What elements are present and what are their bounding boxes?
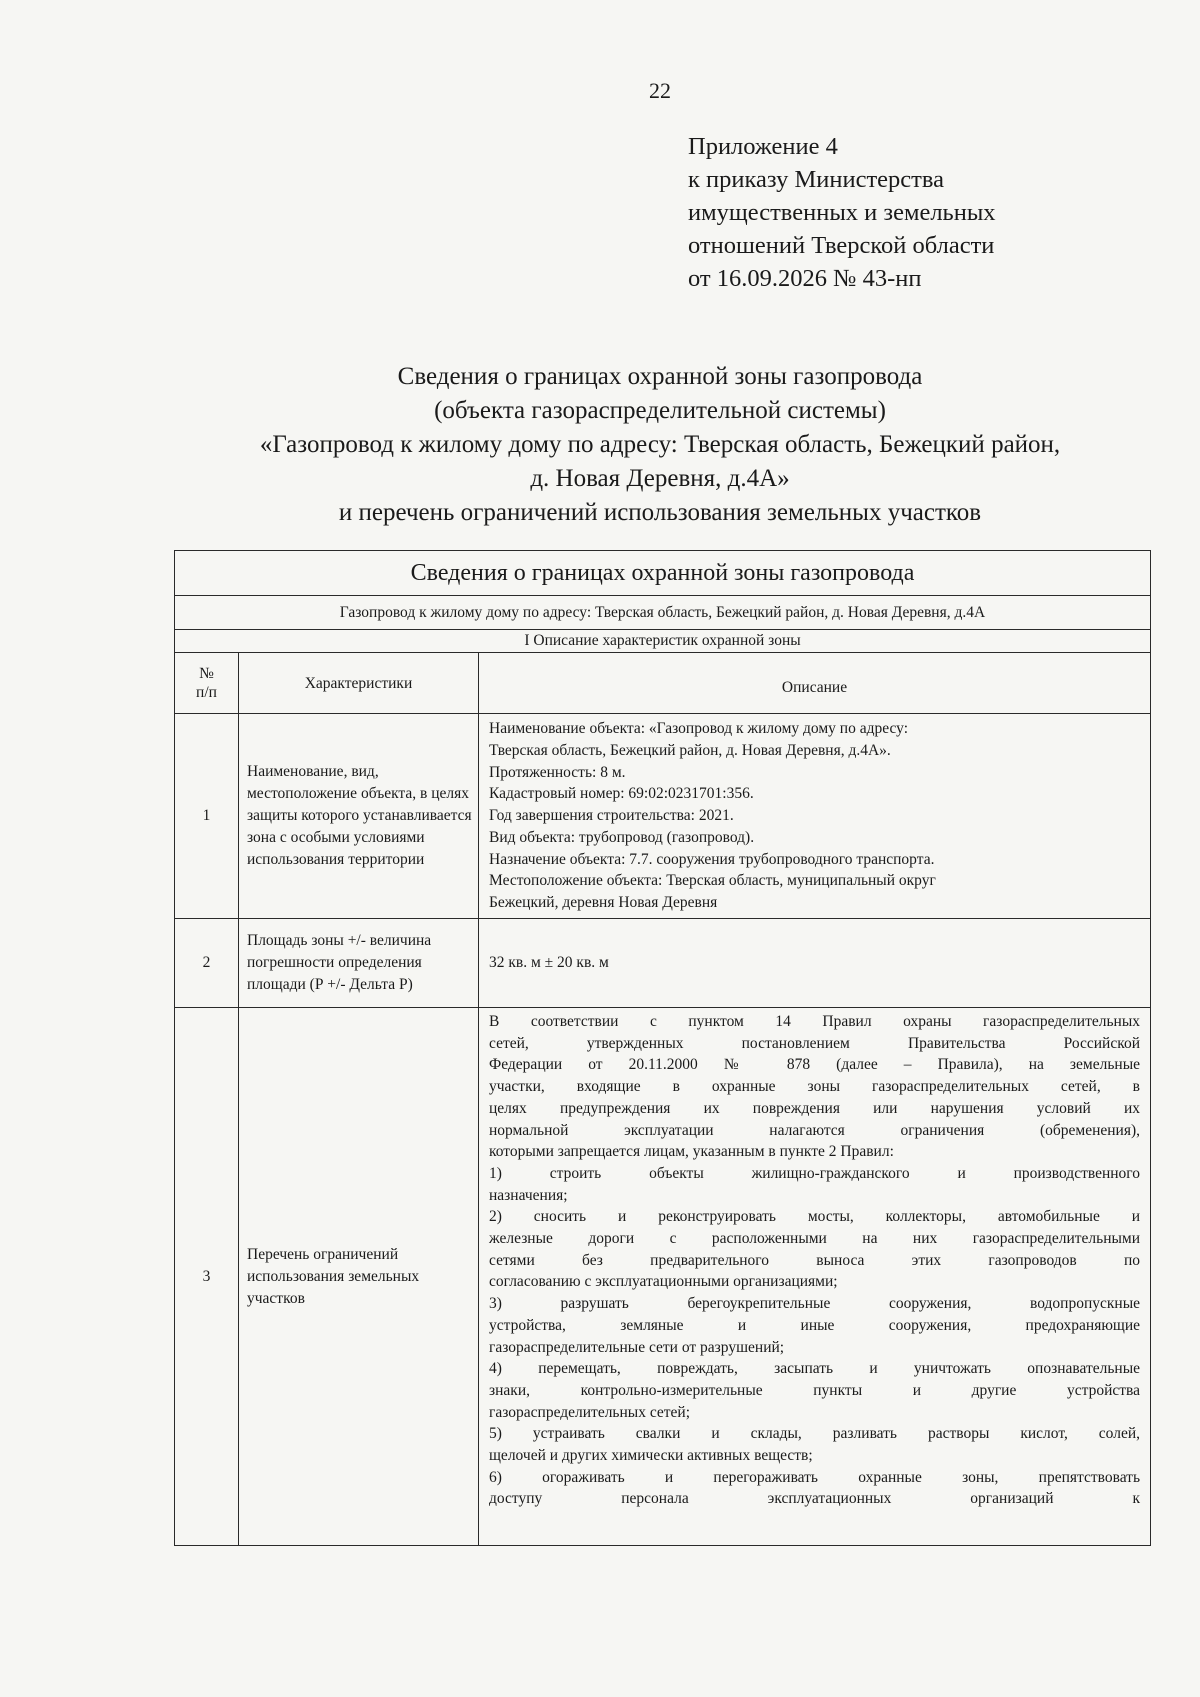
description-line: Наименование объекта: «Газопровод к жилому дому по адресу: (489, 720, 909, 738)
row-description (479, 714, 1151, 919)
description-line: 3) разрушать берегоукрепительные сооружения, водопропускные (489, 1295, 1141, 1313)
description-line: щелочей и других химически активных веществ; (489, 1447, 813, 1465)
table-row (175, 1008, 1151, 1546)
description-line: 1) строить объекты жилищно-гражданского и производственного (489, 1164, 1141, 1182)
description-line: которыми запрещается лицам, указанным в пункте 2 Правил: (489, 1143, 894, 1161)
object-name: Газопровод к жилому дому по адресу: Тверская область, Бежецкий район, д. Новая Деревня, д.4А (175, 596, 1151, 630)
description-line: газораспределительных сетей; (489, 1403, 691, 1421)
description-line: Протяженность: 8 м. (489, 763, 626, 781)
row-number: 3 (175, 1008, 239, 1546)
table-row (175, 714, 1151, 919)
section-heading: I Описание характеристик охранной зоны (175, 630, 1151, 653)
appendix-reference (688, 130, 996, 295)
description-line: железные дороги с расположенными на них газораспределительными (489, 1230, 1141, 1248)
description-line: В соответствии с пунктом 14 Правил охраны газораспределительных (489, 1013, 1141, 1030)
description-line: Вид объекта: трубопровод (газопровод). (489, 828, 755, 846)
description-line: Назначение объекта: 7.7. сооружения трубопроводного транспорта. (489, 850, 935, 868)
row-number: 2 (175, 919, 239, 1008)
description-line: Местоположение объекта: Тверская область, муниципальный округ (489, 872, 936, 890)
title-line: (объекта газораспределительной системы) (434, 397, 886, 424)
title-line: Сведения о границах охранной зоны газопровода (397, 363, 923, 390)
description-line: газораспределительные сети от разрушений; (489, 1338, 785, 1356)
description-line: доступу персонала эксплуатационных организаций к (489, 1490, 1141, 1508)
row-characteristic: Перечень ограничений использования земельных участков (239, 1008, 479, 1546)
appendix-line: от 16.09.2026 № 43-нп (688, 265, 922, 292)
description-line: согласованию с эксплуатационными организациями; (489, 1273, 838, 1291)
appendix-line: имущественных и земельных (688, 199, 996, 226)
table-caption: Сведения о границах охранной зоны газопровода (175, 551, 1151, 596)
description-line: Федерации от 20.11.2000 № 878 (далее – Правила), на земельные (489, 1056, 1141, 1074)
header-num: № п/п (175, 653, 239, 714)
description-line: устройства, земляные и иные сооружения, предохраняющие (489, 1316, 1141, 1334)
description-line: сетями без предварительного выноса этих газопроводов по (489, 1251, 1141, 1269)
description-line: участки, входящие в охранные зоны газораспределительных сетей, в (489, 1078, 1141, 1096)
page-number: 22 (649, 78, 671, 103)
description-line: 4) перемещать, повреждать, засыпать и уничтожать опознавательные (489, 1360, 1141, 1378)
row-characteristic: Наименование, вид, местоположение объекта, в целях защиты которого устанавливается зона с особыми условиями использования территории (239, 714, 479, 919)
description-line: Бежецкий, деревня Новая Деревня (489, 893, 718, 911)
document-title (150, 360, 1170, 530)
appendix-line: к приказу Министерства (688, 166, 944, 193)
title-line: «Газопровод к жилому дому по адресу: Тверская область, Бежецкий район, (259, 431, 1061, 458)
description-line: Тверская область, Бежецкий район, д. Новая Деревня, д.4А». (489, 742, 891, 760)
header-description: Описание (479, 653, 1151, 714)
appendix-line: Приложение 4 (688, 133, 838, 160)
appendix-line: отношений Тверской области (688, 232, 995, 259)
description-line: нормальной эксплуатации налагаются ограничения (обременения), (489, 1121, 1141, 1139)
title-line: и перечень ограничений использования земельных участков (338, 499, 982, 526)
row-number: 1 (175, 714, 239, 919)
description-line: Год завершения строительства: 2021. (489, 807, 734, 825)
row-characteristic: Площадь зоны +/- величина погрешности определения площади (Р +/- Дельта Р) (239, 919, 479, 1008)
row-description: 32 кв. м ± 20 кв. м (479, 919, 1151, 1008)
table-row (175, 919, 1151, 1008)
description-line: 2) сносить и реконструировать мосты, коллекторы, автомобильные и (489, 1208, 1141, 1226)
header-characteristics: Характеристики (239, 653, 479, 714)
description-line: 5) устраивать свалки и склады, разливать растворы кислот, солей, (489, 1425, 1141, 1443)
description-line: Кадастровый номер: 69:02:0231701:356. (489, 785, 754, 803)
description-line: знаки, контрольно-измерительные пункты и другие устройства (489, 1381, 1141, 1399)
description-line: назначения; (489, 1186, 568, 1204)
description-line: 6) огораживать и перегораживать охранные зоны, препятствовать (489, 1468, 1141, 1486)
description-line: целях предупреждения их повреждения или нарушения условий их (489, 1099, 1141, 1117)
title-line: д. Новая Деревня, д.4А» (530, 465, 790, 492)
row-description (479, 1008, 1151, 1546)
table-header-row (175, 653, 1151, 714)
description-line: сетей, утвержденных постановлением Правительства Российской (489, 1034, 1141, 1052)
protection-zone-table (174, 550, 1151, 1546)
